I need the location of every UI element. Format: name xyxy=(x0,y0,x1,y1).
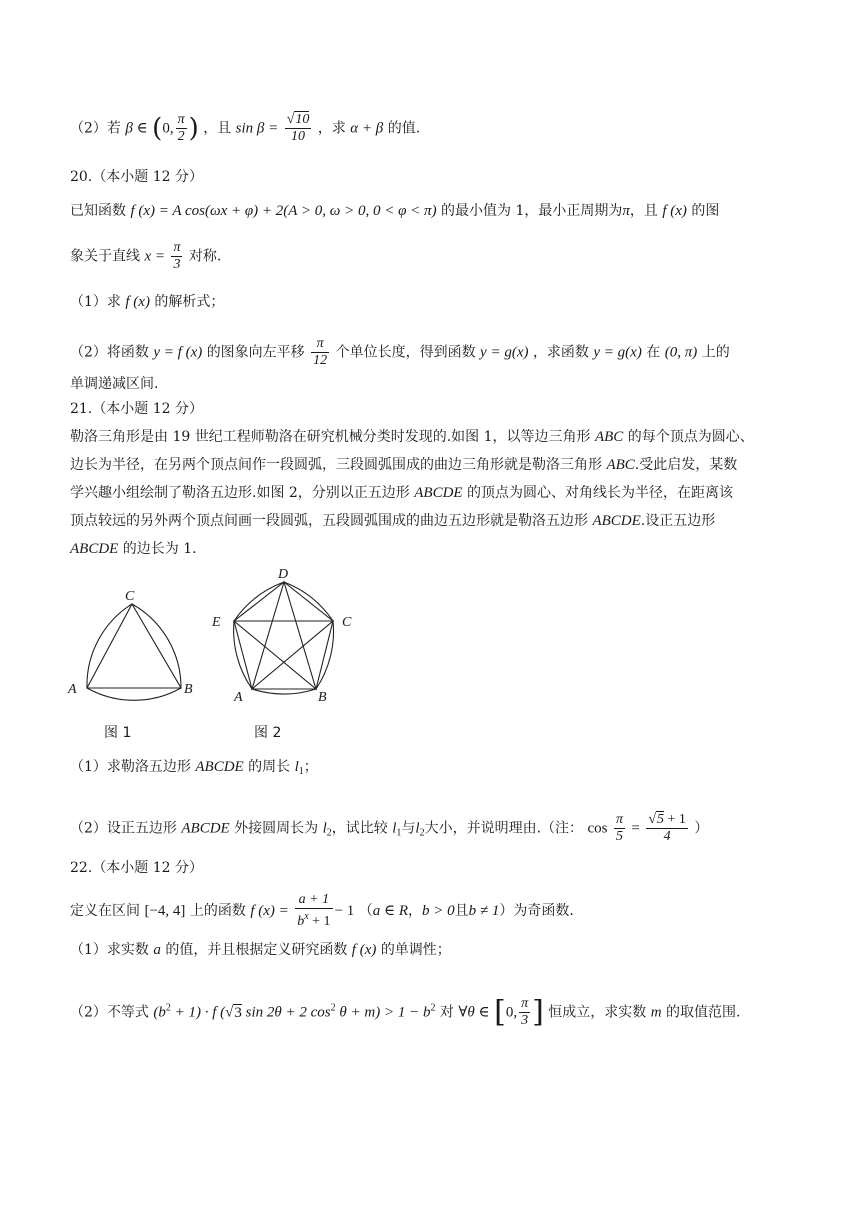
label-B: B xyxy=(318,690,327,705)
text: 学兴趣小组绘制了勒洛五边形.如图 2，分别以正五边形 xyxy=(70,485,410,501)
radicand: 10 xyxy=(295,112,310,127)
text: 象关于直线 xyxy=(70,248,140,265)
math: ABC xyxy=(606,457,635,473)
fraction xyxy=(171,240,182,273)
math: ABCDE xyxy=(414,485,463,501)
radicand: 3 xyxy=(234,1004,242,1021)
denominator: 5 xyxy=(615,829,623,844)
text: .设正五边形 xyxy=(640,513,716,529)
math: ∀θ ∈ xyxy=(458,1004,490,1021)
arc-ab xyxy=(87,688,181,700)
math: sin 2θ + 2 cos xyxy=(241,1004,331,1021)
numerator: a + 1 xyxy=(295,892,332,909)
text: 的取值范围. xyxy=(666,1004,741,1021)
text: 外接圆周长为 xyxy=(234,820,319,837)
text: 的单调性； xyxy=(380,942,451,958)
math: β ∈ xyxy=(125,120,148,137)
math: + 1 xyxy=(667,812,686,827)
text: ，试比较 xyxy=(331,820,388,837)
paren: ) xyxy=(188,113,199,144)
math: f (x) xyxy=(351,942,377,958)
q21-para-line3 xyxy=(70,483,733,503)
math: f (x) xyxy=(125,294,150,310)
math: cos xyxy=(587,820,608,837)
math: ABCDE xyxy=(592,513,641,529)
figure-1-caption: 图 1 xyxy=(104,725,132,741)
text: （2）若 xyxy=(70,120,121,137)
text: 已知函数 xyxy=(70,203,126,219)
text: 定义在区间 xyxy=(70,903,140,919)
text: ，且 xyxy=(203,120,232,137)
q22-part1 xyxy=(70,940,451,960)
numerator: √10 xyxy=(286,112,310,127)
q22-part2 xyxy=(70,996,740,1029)
math: l xyxy=(322,820,327,837)
q20-part2-cont: 单调递减区间. xyxy=(70,376,159,392)
math: x = xyxy=(144,248,165,265)
text: 与 xyxy=(401,820,416,837)
numerator: π xyxy=(177,112,185,127)
pentagram xyxy=(234,582,333,689)
text: 的解析式； xyxy=(154,294,225,310)
math: a xyxy=(153,942,161,958)
pentagon xyxy=(234,582,333,689)
q19-part2 xyxy=(70,112,420,145)
text: ） xyxy=(694,820,709,837)
text: 顶点较远的另外两个顶点间画一段圆弧，五段圆弧围成的曲边五边形就是勒洛五边形 xyxy=(70,513,588,529)
q20-heading: 20.（本小题 12 分） xyxy=(70,169,203,185)
q21-para-line5 xyxy=(70,539,197,559)
text: （2）不等式 xyxy=(70,1004,149,1021)
superscript: 2 xyxy=(430,1002,436,1014)
text: ）为奇函数. xyxy=(499,903,574,919)
bracket: [ xyxy=(494,994,506,1030)
math: f (x) xyxy=(662,203,687,219)
numerator: π xyxy=(311,336,329,353)
subscript: 1 xyxy=(298,766,304,777)
math: b xyxy=(297,914,305,929)
text: 勒洛三角形是由 19 世纪工程师勒洛在研究机械分类时发现的.如图 1，以等边三角形 xyxy=(70,429,591,445)
math: l xyxy=(294,759,299,775)
q22-heading: 22.（本小题 12 分） xyxy=(70,860,203,876)
denominator: 10 xyxy=(291,129,306,144)
math: 0, xyxy=(162,120,174,137)
figure-2-reuleaux-pentagon xyxy=(234,582,334,694)
math: y = g(x) xyxy=(593,344,642,361)
q21-para-line4 xyxy=(70,511,715,531)
label-C: C xyxy=(342,615,352,630)
q20-stem-line1 xyxy=(70,201,719,221)
superscript: x xyxy=(304,911,309,922)
text: ，且 xyxy=(629,203,658,219)
text: 对 xyxy=(439,1004,454,1021)
fraction xyxy=(646,812,688,845)
denominator: 3 xyxy=(173,257,181,272)
math: ABC xyxy=(594,429,624,445)
math: √3 xyxy=(225,1004,242,1021)
math: f (x) = xyxy=(250,903,289,919)
math: − 1 xyxy=(334,903,355,919)
label-E: E xyxy=(212,615,221,630)
subscript: 2 xyxy=(326,827,332,839)
text: 大小，并说明理由.（注： xyxy=(424,820,584,837)
figure-2-caption: 图 2 xyxy=(254,725,282,741)
text: 的图象向左平移 xyxy=(206,344,305,361)
fraction xyxy=(311,336,329,369)
math: y = f (x) xyxy=(153,344,203,361)
text: 且 xyxy=(454,903,469,919)
math: (b xyxy=(153,1004,166,1021)
denominator xyxy=(295,909,332,930)
math: = xyxy=(631,820,640,837)
fraction xyxy=(176,112,187,145)
text: （1）求勒洛五边形 xyxy=(70,759,191,775)
text: .受此启发，某数 xyxy=(634,457,738,473)
text: ， xyxy=(408,903,423,919)
q20-stem-line2 xyxy=(70,240,221,273)
numerator: π xyxy=(615,812,623,827)
q21-para-line1 xyxy=(70,427,754,447)
text: （1）求实数 xyxy=(70,942,149,958)
numerator: √5 + 1 xyxy=(648,812,686,827)
text: 的每个顶点为圆心、 xyxy=(627,429,754,445)
fraction xyxy=(295,892,332,930)
text: 上的函数 xyxy=(189,903,246,919)
radicand: 5 xyxy=(657,812,665,827)
math: + 1) · f ( xyxy=(170,1004,226,1021)
denominator: 12 xyxy=(313,353,328,368)
math: m xyxy=(650,1004,662,1021)
math: ABCDE xyxy=(70,541,119,557)
math: f (x) = A cos(ωx + φ) + 2(A > 0, ω > 0, 0 < φ < π) xyxy=(130,203,437,219)
math: b ≠ 1 xyxy=(468,903,500,919)
text: 的最小值为 1，最小正周期为 xyxy=(441,203,623,219)
denominator: 4 xyxy=(663,829,671,844)
math: 0, xyxy=(505,1004,518,1021)
q21-part2 xyxy=(70,812,708,845)
math: + 1 xyxy=(308,914,331,929)
text: ； xyxy=(303,759,318,775)
label-C: C xyxy=(125,589,135,604)
text: （ xyxy=(358,903,373,919)
q21-para-line2 xyxy=(70,455,737,475)
label-A: A xyxy=(68,682,77,697)
q20-part2 xyxy=(70,336,730,369)
math: (0, π) xyxy=(664,344,698,361)
text: 对称. xyxy=(188,248,222,265)
text: ，求 xyxy=(317,120,346,137)
text: 的图 xyxy=(691,203,720,219)
text: （2）将函数 xyxy=(70,344,149,361)
text: 的值，并且根据定义研究函数 xyxy=(165,942,348,958)
text: 的顶点为圆心、对角线长为半径，在距离该 xyxy=(467,485,734,501)
math: l xyxy=(392,820,397,837)
figure-1-reuleaux-triangle xyxy=(87,604,181,700)
numerator: π xyxy=(521,996,529,1011)
math: y = g(x) xyxy=(480,344,529,361)
math: π xyxy=(622,203,630,219)
math: b > 0 xyxy=(422,903,455,919)
text: 恒成立，求实数 xyxy=(548,1004,647,1021)
text: （2）设正五边形 xyxy=(70,820,177,837)
math: ABCDE xyxy=(181,820,230,837)
q22-stem xyxy=(70,892,574,930)
figures xyxy=(60,560,380,710)
math: sin β = xyxy=(235,120,279,137)
superscript: 2 xyxy=(165,1002,171,1014)
math: l xyxy=(415,820,420,837)
numerator: π xyxy=(173,240,181,255)
q21-part1 xyxy=(70,757,318,782)
arc-ba xyxy=(252,689,316,694)
fraction xyxy=(519,996,530,1029)
text: 的边长为 1. xyxy=(122,541,197,557)
math: ABCDE xyxy=(195,759,244,775)
text: 的周长 xyxy=(248,759,291,775)
fraction xyxy=(285,112,312,145)
bracket: ] xyxy=(532,994,544,1030)
text: （1）求 xyxy=(70,294,121,310)
text: 上的 xyxy=(701,344,730,361)
fraction xyxy=(614,812,625,845)
paren: ( xyxy=(152,113,163,144)
label-A: A xyxy=(234,690,243,705)
subscript: 1 xyxy=(396,827,402,839)
q20-part1 xyxy=(70,292,224,312)
text: 个单位长度，得到函数 xyxy=(335,344,476,361)
label-D: D xyxy=(278,567,289,582)
q21-heading: 21.（本小题 12 分） xyxy=(70,401,203,417)
triangle xyxy=(87,604,181,688)
math: α + β xyxy=(350,120,384,137)
label-B: B xyxy=(184,682,193,697)
denominator: 2 xyxy=(177,129,185,144)
text: ，求函数 xyxy=(532,344,589,361)
text: 在 xyxy=(646,344,661,361)
math: [−4, 4] xyxy=(144,903,186,919)
denominator: 3 xyxy=(521,1013,529,1028)
superscript: 2 xyxy=(330,1002,336,1014)
math: θ + m) > 1 − b xyxy=(335,1004,431,1021)
text: 边长为半径，在另两个顶点间作一段圆弧，三段圆弧围成的曲边三角形就是勒洛三角形 xyxy=(70,457,602,473)
subscript: 2 xyxy=(419,827,425,839)
text: 的值. xyxy=(387,120,421,137)
math: a ∈ R xyxy=(372,903,409,919)
